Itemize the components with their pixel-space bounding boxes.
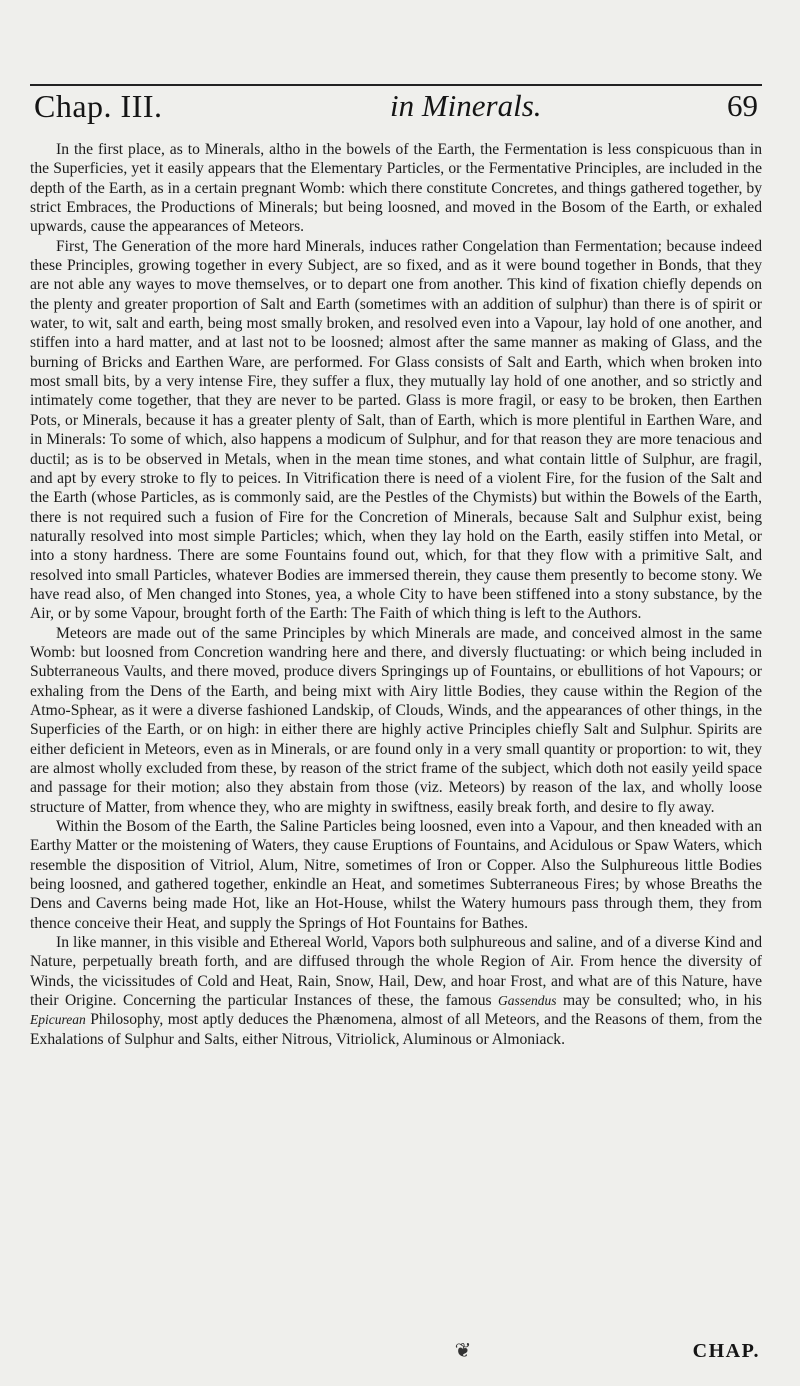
paragraph-hard-minerals: First, The Generation of the more hard Minerals, induces rather Congelation than Fermentation; because indeed these Principles, growing together in every Subject, are so fixed, and as it were bound together in Bonds, that they are not able any wayes to move themselves, or to depart one from another. This kind of fixation chiefly depends on the plenty and greater proportion of Salt and Earth (sometimes with an addition of sulphur) than there is of spirit or water, to wit, salt and earth, being most smally broken, and resolved even into a Vapour, lay hold of one another, and stiffen into a hard matter, and at last not to be loosned; almost after the same manner as making of Glass, and the burning of Bricks and Earthen Ware, are performed. For Glass consists of Salt and Earth, which when broken into most small bits, by a very intense Fire, they suffer a flux, they mutually lay hold of one another, and so strictly and intimately come together, that they are never to be parted. Glass is more fragil, or easy to be broken, then Earthen Pots, or Minerals, because it has a greater plenty of Salt, than of Earth, which is more plentiful in Earthen Ware, and in Minerals: To some of which, also happens a modicum of Sulphur, and for that reason they are more tenacious and ductil; as is to be observed in Metals, when in the mean time stones, and what contain little of Sulphur, are fragil, and apt by every stroke to fly to peices. In Vitrification there is need of a violent Fire, for the fusion of the Salt and the Earth (whose Particles, as is commonly said, are the Pestles of the Chymists) but within the Bowels of the Earth, there is not required such a fusion of Fire for the Concretion of Minerals, because Salt and Sulphur exist, being naturally resolved into most simple Particles; which, when they lay hold on the Earth, easily stiffen into Metal, or into a stony hardness. There are some Fountains found out, which, for that they flow with a primitive Salt, and resolved into small Particles, whatever Bodies are immersed therein, they cause them presently to become stony. We have read also, of Men changed into Stones, yea, a whole City to have been stiffened into a stony substance, by the Air, or by some Vapour, brought forth of the Earth: The Faith of which thing is left to the Authors. xyxy=(30,237,762,623)
body-text xyxy=(30,140,762,1049)
page-number: 69 xyxy=(727,88,758,123)
catchword: CHAP. xyxy=(692,1340,760,1362)
paragraph-meteors: Meteors are made out of the same Principles by which Minerals are made, and conceived almost in the same Womb: but loosned from Concretion wandring here and there, and diversly fluctuating: or which being included in Subterraneous Vaults, and there moved, produce divers Springings up of Fountains, or ebullitions of hot Vapours; or exhaling from the Dens of the Earth, and being mixt with Airy little Bodies, they cause within the Region of the Atmo-Sphear, as it were a diverse fashioned Landskip, of Clouds, Winds, and the appearances of other things, in the Superficies of the Earth, or on high: in either there are highly active Principles chiefly Salt and Sulphur. Spirits are either deficient in Meteors, even as in Minerals, or are found only in a very small quantity or proportion: to wit, they are almost wholly excluded from these, by reason of the strict frame of the subject, which doth not easily yeild space and passage for their motion; also they abstain from those (viz. Meteors) by reason of the lax, and wholly loose structure of Matter, from whence they, who are mighty in swiftness, easily break forth, and desire to fly away. xyxy=(30,624,762,816)
running-head xyxy=(30,84,762,126)
paragraph-text: may be consulted; who, in his xyxy=(556,992,762,1010)
page-footer xyxy=(30,1340,762,1370)
printer-ornament-icon: ❦ xyxy=(454,1340,472,1362)
paragraph-text: Philosophy, most aptly deduces the Phænomena, almost of all Meteors, and the Reasons of them, from the Exhalations of Sulphur and Salts, either Nitrous, Vitriolick, Aluminous or Almoniack. xyxy=(30,1011,762,1048)
running-title: in Minerals. xyxy=(390,88,542,123)
author-name: Gassendus xyxy=(498,993,557,1009)
paragraph-minerals: In the first place, as to Minerals, altho in the bowels of the Earth, the Fermentation is less conspicuous than in the Superficies, yet it easily appears that the Elementary Particles, or the Fermentative Principles, are included in the depth of the Earth, as in a certain pregnant Womb: which there constitute Concretes, and things gathered together, by strict Embraces, the Productions of Minerals; but being loosned, and moved in the Bosom of the Earth, or exhaled upwards, cause the appearances of Meteors. xyxy=(30,141,762,236)
paragraph-text: In like manner, in this visible and Ethereal World, Vapors both sulphureous and saline, and of a diverse Kind and Nature, perpetually breath forth, and are diffused through the whole Region of Air. From hence the diversity of Winds, the vicissitudes of Cold and Heat, Rain, Snow, Hail, Dew, and hoar Frost, and what are of this Nature, have their Origine. Concerning the particular Instances of these, the famous xyxy=(30,934,762,1010)
work-title: Epicurean xyxy=(30,1012,86,1028)
chapter-label: Chap. III. xyxy=(34,88,163,124)
paragraph-ethereal-world xyxy=(30,933,762,1049)
paragraph-fountains: Within the Bosom of the Earth, the Saline Particles being loosned, even into a Vapour, and then kneaded with an Earthy Matter or the moistening of Waters, they cause Eruptions of Fountains, and Acidulous or Spaw Waters, which resemble the disposition of Vitriol, Alum, Nitre, sometimes of Iron or Copper. Also the Sulphureous little Bodies being loosned, and gathered together, enkindle an Heat, and sometimes Subterraneous Fires; by whose Breaths the Dens and Caverns being made Hot, like an Hot-House, whilst the Watery humours pass through them, they from thence conceive their Heat, and supply the Springs of Hot Fountains for Bathes. xyxy=(30,818,762,932)
